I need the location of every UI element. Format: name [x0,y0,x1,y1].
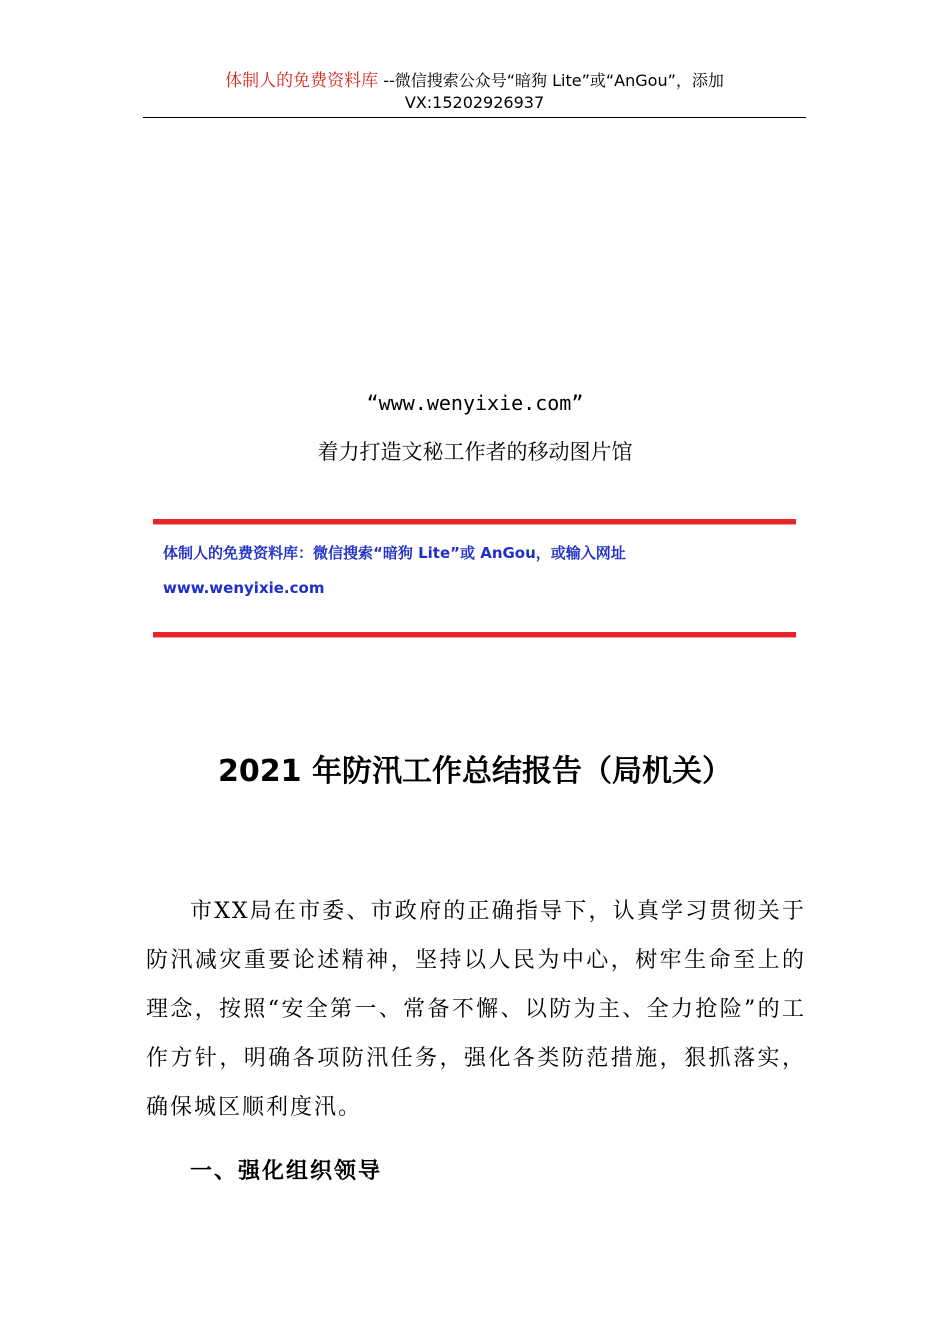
banner-line-2: www.wenyixie.com [163,579,325,597]
banner-bottom-rule [153,632,796,638]
document-title: 2021 年防汛工作总结报告（局机关） [218,754,732,789]
header-contact-text: --微信搜索公众号“暗狗 Lite”或“AnGou”，添加 [378,71,724,90]
header-divider [143,117,806,118]
promo-site: “www.wenyixie.com” [366,391,584,415]
body-paragraph: 市XX局在市委、市政府的正确指导下，认真学习贯彻关于防汛减灾重要论述精神，坚持以人民为中心，树牢生命至上的理念，按照“安全第一、常备不懈、以防为主、全力抢险”的工作方针，明确各项防汛任务，强化各类防范措施，狠抓落实，确保城区顺利度汛。 [146,899,806,1120]
section-heading: 一、强化组织领导 [190,1158,383,1184]
header-line-2: VX:15202926937 [404,93,545,112]
page-header [143,70,806,114]
header-line-1 [143,70,806,92]
header-brand-text: 体制人的免费资料库 [225,71,379,91]
banner-top-rule [153,519,796,525]
promo-tagline: 着力打造文秘工作者的移动图片馆 [317,440,633,464]
banner-line-1: 体制人的免费资料库：微信搜索“暗狗 Lite”或 AnGou，或输入网址 [163,544,626,562]
